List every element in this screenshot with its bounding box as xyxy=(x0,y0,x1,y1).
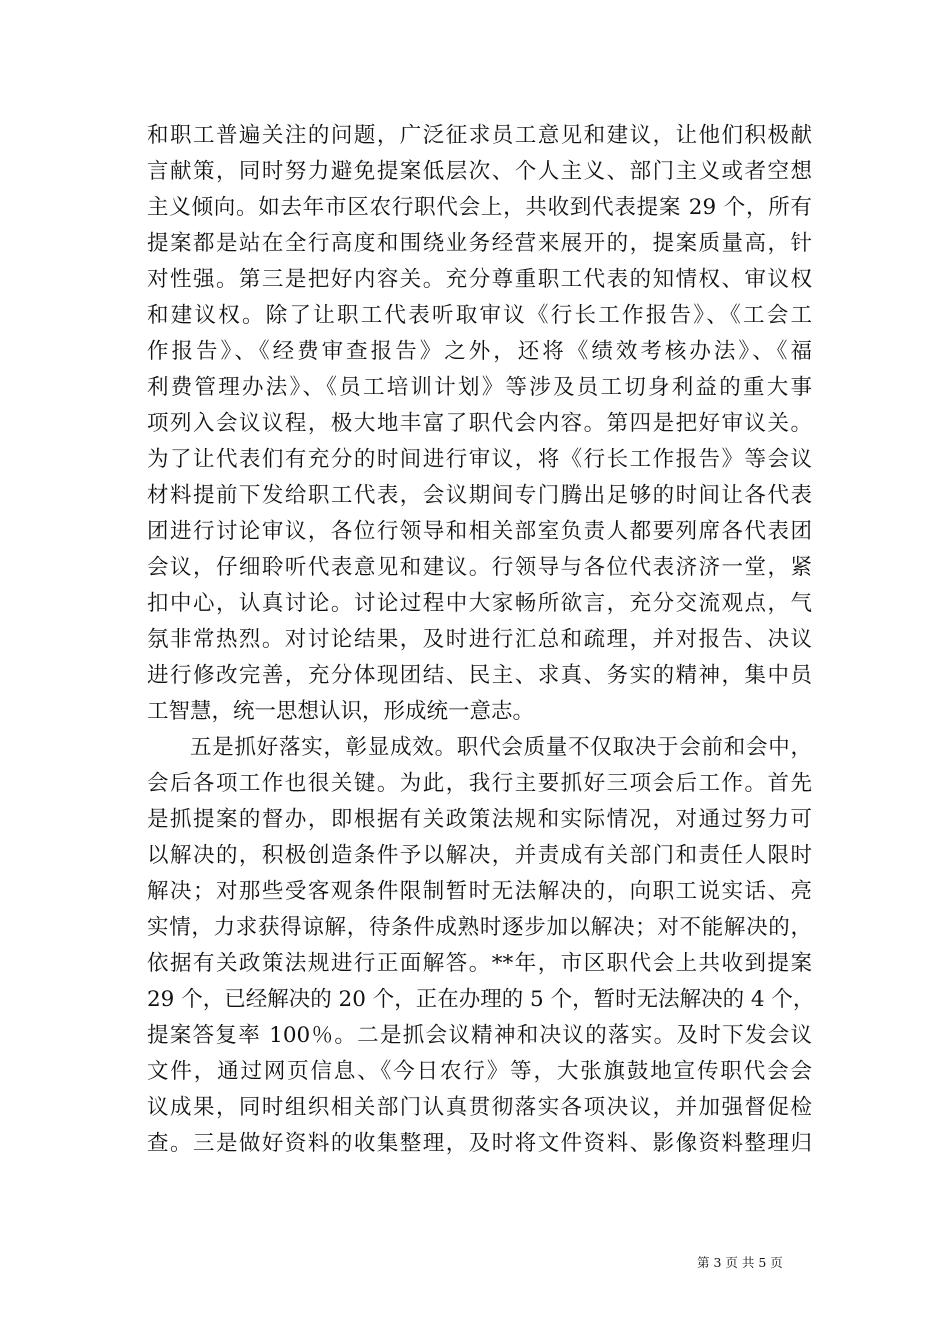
text-line: 对性强。第三是把好内容关。充分尊重职工代表的知情权、审议权 xyxy=(147,267,812,292)
text-line: 依据有关政策法规进行正面解答。**年，市区职代会上共收到提案 xyxy=(147,951,812,976)
text-line: 作报告》、《经费审查报告》之外，还将《绩效考核办法》、《福 xyxy=(147,339,812,364)
text-line: 会议，仔细聆听代表意见和建议。行领导与各位代表济济一堂，紧 xyxy=(147,555,812,580)
text-line: 为了让代表们有充分的时间进行审议，将《行长工作报告》等会议 xyxy=(147,447,812,472)
text-line: 工智慧，统一思想认识，形成统一意志。 xyxy=(147,699,535,724)
text-line: 扣中心，认真讨论。讨论过程中大家畅所欲言，充分交流观点，气 xyxy=(147,591,812,616)
text-line: 查。三是做好资料的收集整理，及时将文件资料、影像资料整理归 xyxy=(147,1131,812,1156)
text-line: 和职工普遍关注的问题，广泛征求员工意见和建议，让他们积极献 xyxy=(147,123,812,148)
text-line: 29 个，已经解决的 20 个，正在办理的 5 个，暂时无法解决的 4 个， xyxy=(147,987,815,1012)
text-line: 进行修改完善，充分体现团结、民主、求真、务实的精神，集中员 xyxy=(147,663,812,688)
text-line: 和建议权。除了让职工代表听取审议《行长工作报告》、《工会工 xyxy=(147,303,812,328)
paragraph-1 xyxy=(147,118,812,730)
text-line: 提案都是站在全行高度和围绕业务经营来展开的，提案质量高，针 xyxy=(147,231,812,256)
text-line: 文件，通过网页信息、《今日农行》等，大张旗鼓地宣传职代会会 xyxy=(147,1059,812,1084)
text-line: 会后各项工作也很关键。为此，我行主要抓好三项会后工作。首先 xyxy=(147,771,812,796)
text-line: 团进行讨论审议，各位行领导和相关部室负责人都要列席各代表团 xyxy=(147,519,812,544)
text-line: 利费管理办法》、《员工培训计划》等涉及员工切身利益的重大事 xyxy=(147,375,812,400)
paragraph-2 xyxy=(147,730,815,1162)
text-line: 言献策，同时努力避免提案低层次、个人主义、部门主义或者空想 xyxy=(147,159,812,184)
text-line: 以解决的，积极创造条件予以解决，并责成有关部门和责任人限时 xyxy=(147,843,812,868)
text-line: 实情，力求获得谅解，待条件成熟时逐步加以解决；对不能解决的， xyxy=(147,915,812,940)
page-number: 第 3 页 共 5 页 xyxy=(697,1255,783,1270)
text-line: 提案答复率 100％。二是抓会议精神和决议的落实。及时下发会议 xyxy=(147,1023,812,1048)
text-line: 材料提前下发给职工代表，会议期间专门腾出足够的时间让各代表 xyxy=(147,483,812,508)
text-line: 是抓提案的督办，即根据有关政策法规和实际情况，对通过努力可 xyxy=(147,807,812,832)
text-line: 议成果，同时组织相关部门认真贯彻落实各项决议，并加强督促检 xyxy=(147,1095,812,1120)
text-line: 氛非常热烈。对讨论结果，及时进行汇总和疏理，并对报告、决议 xyxy=(147,627,812,652)
text-line: 解决；对那些受客观条件限制暂时无法解决的，向职工说实话、亮 xyxy=(147,879,812,904)
text-line: 主义倾向。如去年市区农行职代会上，共收到代表提案 29 个，所有 xyxy=(147,195,812,220)
body-text xyxy=(147,118,815,1162)
text-line: 五是抓好落实，彰显成效。职代会质量不仅取决于会前和会中， xyxy=(190,735,812,760)
text-line: 项列入会议议程，极大地丰富了职代会内容。第四是把好审议关。 xyxy=(147,411,812,436)
